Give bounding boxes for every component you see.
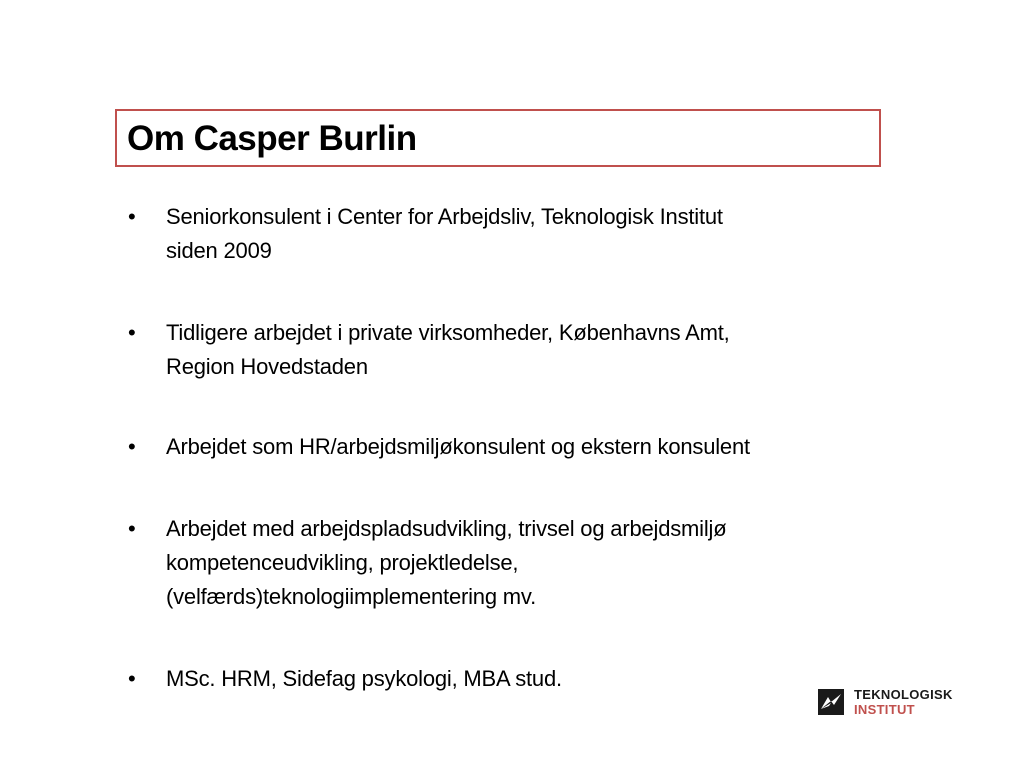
slide-title: Om Casper Burlin — [127, 119, 417, 158]
bullet-line: Seniorkonsulent i Center for Arbejdsliv, Teknologisk Institut — [166, 204, 723, 229]
teknologisk-institut-logo-icon — [818, 689, 844, 715]
bullet-line: kompetenceudvikling, projektledelse, — [166, 550, 519, 575]
bullet-item — [128, 316, 888, 384]
bullet-line: Tidligere arbejdet i private virksomheder, Københavns Amt, — [166, 320, 730, 345]
bullet-line: Arbejdet som HR/arbejdsmiljøkonsulent og ekstern konsulent — [166, 434, 750, 459]
bullet-line: MSc. HRM, Sidefag psykologi, MBA stud. — [166, 666, 562, 691]
logo-text-teknologisk: TEKNOLOGISK — [854, 687, 953, 702]
bullet-list — [128, 200, 888, 744]
bullet-dot: • — [128, 320, 136, 345]
bullet-dot: • — [128, 666, 136, 691]
teknologisk-institut-logo — [818, 687, 968, 719]
bullet-dot: • — [128, 516, 136, 541]
bullet-item — [128, 512, 888, 614]
bullet-item — [128, 430, 888, 464]
bullet-line: Region Hovedstaden — [166, 354, 368, 379]
bullet-line: (velfærds)teknologiimplementering mv. — [166, 584, 536, 609]
bullet-item — [128, 200, 888, 268]
bullet-item — [128, 662, 888, 696]
bullet-line: siden 2009 — [166, 238, 272, 263]
title-box — [115, 109, 881, 167]
bullet-dot: • — [128, 434, 136, 459]
bullet-dot: • — [128, 204, 136, 229]
logo-text-institut: INSTITUT — [854, 702, 915, 717]
bullet-line: Arbejdet med arbejdspladsudvikling, trivsel og arbejdsmiljø — [166, 516, 727, 541]
